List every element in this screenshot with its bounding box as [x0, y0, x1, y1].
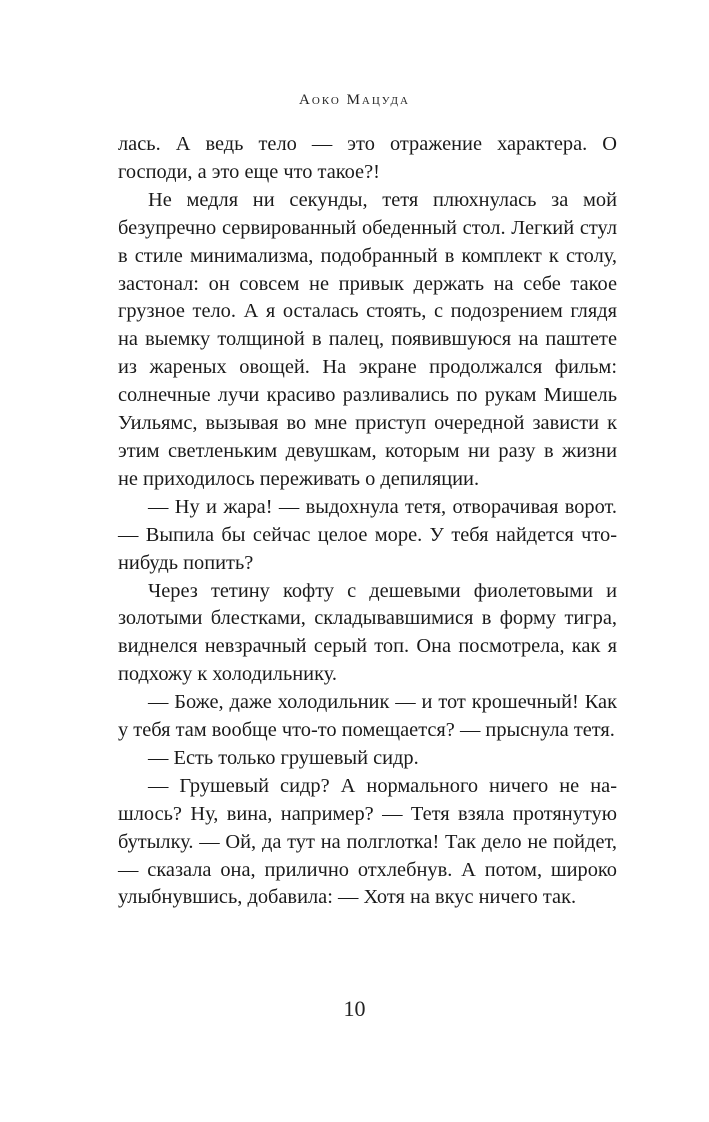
running-header-author: Аоко Мацуда	[299, 92, 410, 108]
paragraph: — Боже, даже холодильник — и тот крошечный! Как у тебя там вообще что-то помещается? — прыснула тетя.	[118, 691, 617, 742]
page-number: 10	[343, 996, 366, 1021]
paragraph: Через тетину кофту с дешевыми фиолетовыми и золотыми блестками, складывавшимися в форму тигра, виднелся невзрачный серый топ. Она посмотрела, как я подхожу к холодильнику.	[118, 579, 617, 686]
paragraph: — Есть только грушевый сидр.	[148, 746, 419, 769]
paragraph: — Ну и жара! — выдохнула тетя, отворачивая ворот. — Выпила бы сейчас целое море. У тебя найдется что-нибудь попить?	[118, 495, 617, 574]
body-text	[118, 131, 617, 912]
paragraph: — Грушевый сидр? А нормального ничего не нашлось? Ну, вина, например? — Тетя взяла протянутую бутылку. — Ой, да тут на полглотка! Так дело не пойдет, — сказала она, прилично отхлебнув. А потом, широко улыбнувшись, добавила: — Хотя на вкус ничего так.	[118, 774, 617, 909]
paragraph: лась. А ведь тело — это отражение характера. О господи, а это еще что такое?!	[118, 133, 617, 183]
paragraph: Не медля ни секунды, тетя плюхнулась за мой безупречно сервированный обеденный стол. Легкий стул в стиле минимализма, подобранный в комплект к столу, застонал: он совсем не привык держать на себе такое грузное тело. А я осталась стоять, с подозрением глядя на выемку толщиной в палец, появившуюся на паштете из жареных овощей. На экране продолжался фильм: солнечные лучи красиво разливались по рукам Мишель Уильямс, вызывая во мне приступ очередной зависти к этим светленьким девушкам, которым ни разу в жизни не приходилось переживать о депиляции.	[118, 188, 617, 490]
